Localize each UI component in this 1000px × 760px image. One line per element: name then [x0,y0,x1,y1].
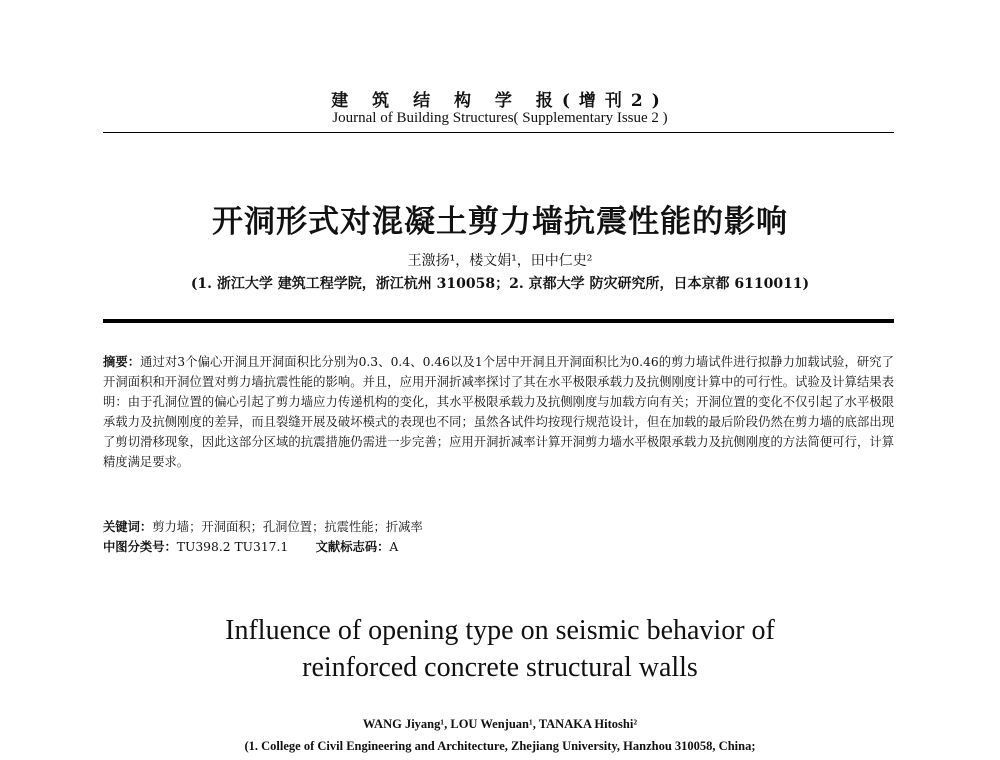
doc-code-value: A [389,540,399,554]
article-title-cn: 开洞形式对混凝土剪力墙抗震性能的影响 [212,204,788,240]
affiliation-en: (1. College of Civil Engineering and Architecture, Zhejiang University, Hanzhou 310058, China; [244,739,756,753]
keywords-label: 关键词： [103,519,153,534]
abstract [103,352,894,472]
keywords-text: 剪力墙；开洞面积；孔洞位置；抗震性能；折减率 [152,520,423,534]
article-title-en-line1: Influence of opening type on seismic behavior of [225,615,775,646]
article-title-en-line2: reinforced concrete structural walls [302,652,698,683]
journal-title-cn: 建 筑 结 构 学 报(增刊2) [331,91,669,111]
keywords [103,517,894,535]
abstract-text: 通过对3个偏心开洞且开洞面积比分别为0.3、0.4、0.46以及1个居中开洞且开洞面积比为0.46的剪力墙试件进行拟静力加载试验，研究了开洞面积和开洞位置对剪力墙抗震性能的影响。并且，应用开洞折减率探讨了其在水平极限承载力及抗侧刚度计算中的可行性。试验及计算结果表明：由于孔洞位置的偏心引起了剪力墙应力传递机构的变化，其水平极限承载力及抗侧刚度与加载方向有关；开洞位置的变化不仅引起了水平极限承载力及抗侧刚度的差异，而且裂缝开展及破坏模式的表现也不同；虽然各试件均按现行规范设计，但在加载的最后阶段仍然在剪力墙的底部出现了剪切滑移现象，因此这部分区域的抗震措施仍需进一步完善；应用开洞折减率计算开洞剪力墙水平极限承载力及抗侧刚度的方法简便可行，计算精度满足要求。 [103,355,894,469]
abstract-label: 摘要： [103,354,141,369]
clc-value: TU398.2 TU317.1 [176,540,289,554]
article-title-en [0,612,1000,686]
header-rule [103,132,894,133]
affiliations-cn: (1. 浙江大学 建筑工程学院，浙江杭州 310058；2. 京都大学 防灾研究所，日本京都 6110011) [190,276,810,292]
doc-code-label: 文献标志码： [315,539,390,554]
title-divider-rule [103,319,894,323]
journal-title-en: Journal of Building Structures( Supplementary Issue 2 ) [332,110,668,126]
classification [103,537,894,555]
authors-cn: 王激扬¹，楼文娟¹，田中仁史² [407,253,593,269]
clc-label: 中图分类号： [103,539,177,554]
authors-en: WANG Jiyang¹, LOU Wenjuan¹, TANAKA Hitoshi² [362,717,638,731]
